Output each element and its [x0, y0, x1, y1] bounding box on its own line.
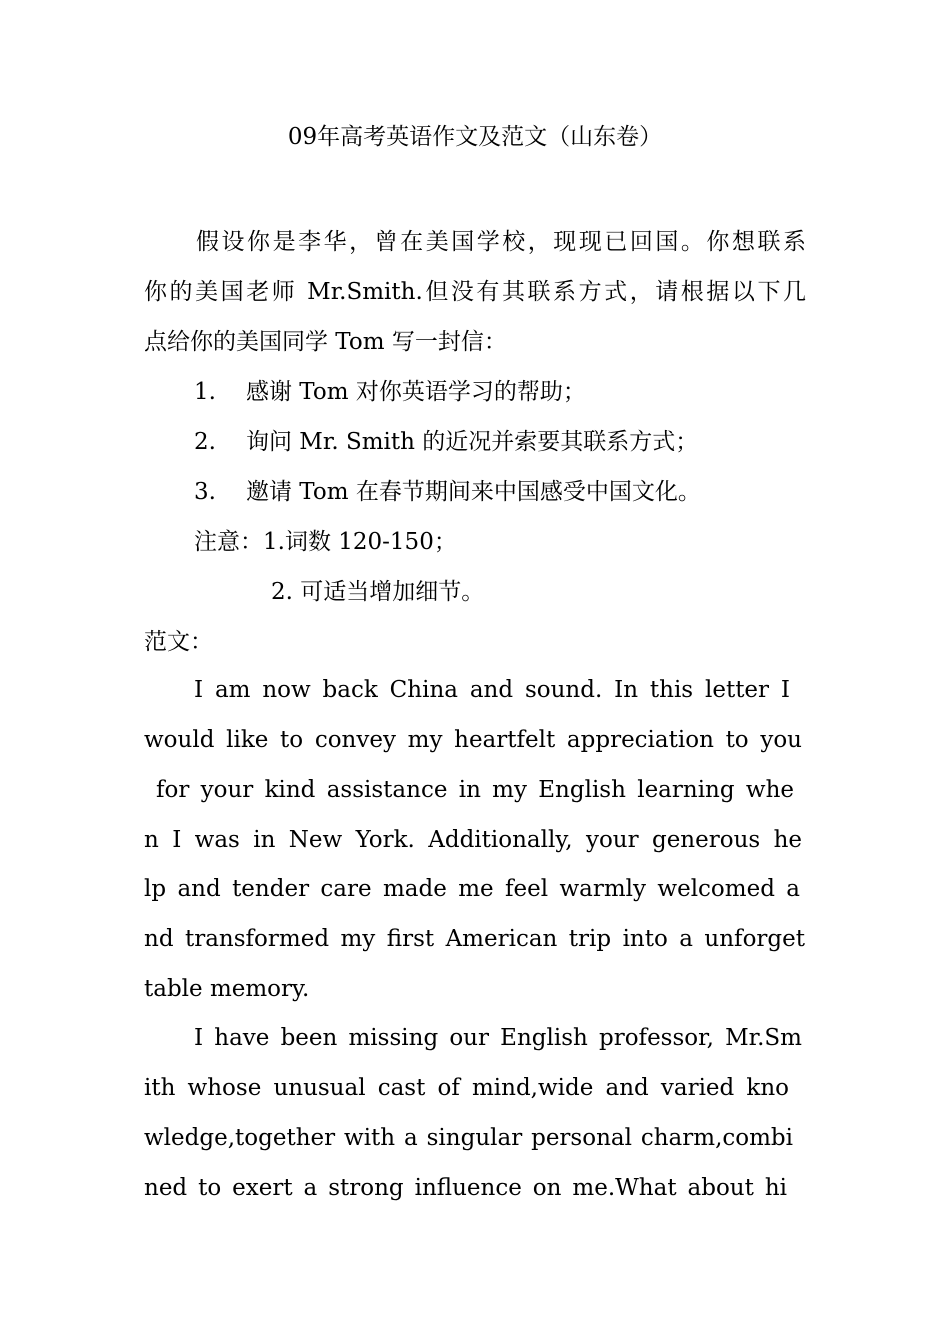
essay-line: for your kind assistance in my English learning whe [156, 777, 794, 803]
prompt-line: 假设你是李华，曾在美国学校，现现已回国。你想联系 [196, 229, 806, 255]
list-item-number: 2. [194, 429, 216, 455]
essay-line: nd transformed my first American trip into a unforget [144, 926, 805, 952]
list-item-text: 感谢 Tom 对你英语学习的帮助； [246, 379, 586, 405]
list-item [194, 372, 806, 412]
note-line: 2. 可适当增加细节。 [271, 579, 485, 605]
essay-line: ned to exert a strong influence on me.What about hi [144, 1175, 787, 1201]
prompt-line: 点给你的美国同学 Tom 写一封信： [144, 329, 507, 355]
essay-line: I am now back China and sound. In this letter I [194, 677, 790, 703]
essay-line: lp and tender care made me feel warmly welcomed a [144, 876, 800, 902]
list-item-number: 1. [194, 379, 216, 405]
essay-line: would like to convey my heartfelt appreciation to you [144, 727, 802, 753]
sample-label: 范文： [144, 629, 213, 655]
essay-line: wledge,together with a singular personal charm,combi [144, 1125, 793, 1151]
note-line: 注意：1.词数 120-150； [194, 529, 457, 555]
list-item-text: 询问 Mr. Smith 的近况并索要其联系方式； [246, 429, 699, 455]
list-item-number: 3. [194, 479, 216, 505]
essay-line: n I was in New York. Additionally, your generous he [144, 827, 802, 853]
essay-line: table memory. [144, 976, 310, 1002]
essay-line: ith whose unusual cast of mind,wide and varied kno [144, 1075, 789, 1101]
list-item-text: 邀请 Tom 在春节期间来中国感受中国文化。 [246, 479, 701, 505]
prompt-line: 你的美国老师 Mr.Smith.但没有其联系方式，请根据以下几 [144, 279, 806, 305]
list-item [194, 422, 806, 462]
list-item [194, 472, 806, 512]
essay-line: I have been missing our English professor, Mr.Sm [194, 1025, 802, 1051]
document-title: 09年高考英语作文及范文（山东卷） [287, 124, 663, 150]
